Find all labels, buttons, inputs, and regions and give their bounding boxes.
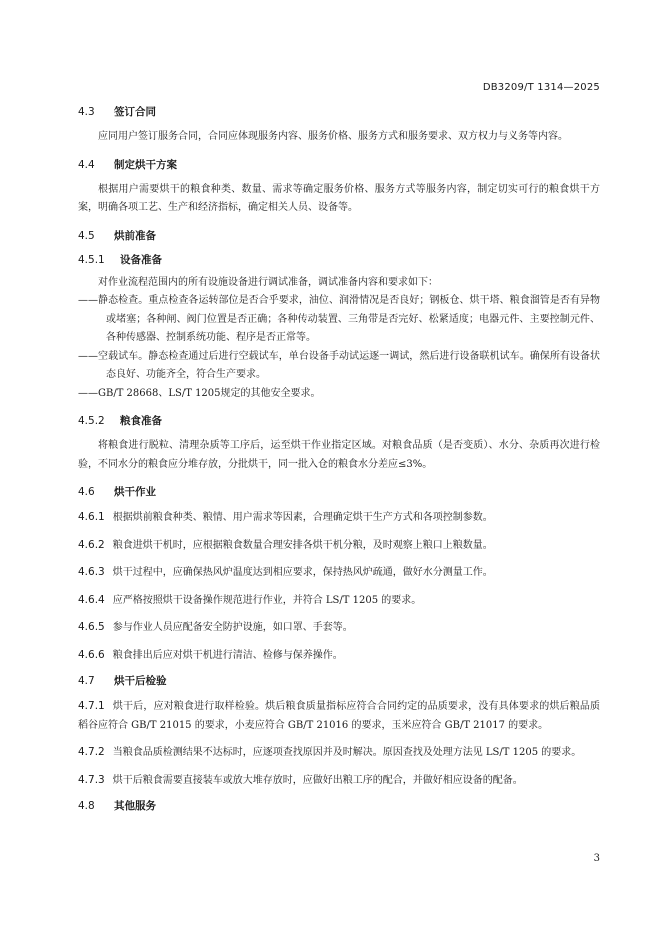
- clause-text: 粮食进烘干机时，应根据粮食数量合理安排各烘干机分粮，及时观察上粮口上粮数量。: [112, 539, 493, 551]
- clause-4-6-6: [78, 646, 600, 666]
- clause-number: 4.6.4: [78, 593, 105, 606]
- heading-4-7: [78, 673, 600, 689]
- clause-number: 4.7.3: [78, 773, 105, 786]
- paragraph-4-5-2: 将粮食进行脱粒、清理杂质等工序后，运至烘干作业指定区域。对粮食品质（是否变质）、水分、杂质再次进行检验，不同水分的粮食应分堆存放，分批烘干，同一批入仓的粮食水分差应≤3%。: [78, 440, 600, 470]
- clause-text: 粮食排出后应对烘干机进行清洁、检修与保养操作。: [112, 649, 343, 661]
- page-number: 3: [593, 853, 600, 864]
- heading-title: 其他服务: [114, 800, 156, 812]
- heading-4-3: [78, 104, 600, 120]
- heading-number: 4.7: [78, 675, 95, 687]
- clause-4-6-3: [78, 563, 600, 583]
- heading-4-8: [78, 798, 600, 814]
- clause-number: 4.7.2: [78, 746, 105, 758]
- clause-number: 4.6.1: [78, 511, 105, 523]
- clause-number: 4.6.6: [78, 648, 105, 661]
- clause-4-7-2: [78, 743, 600, 763]
- clause-4-6-4: [78, 591, 600, 611]
- heading-title: 设备准备: [120, 253, 162, 266]
- heading-title: 制定烘干方案: [114, 158, 177, 171]
- clause-text: 烘干后，应对粮食进行取样检验。烘后粮食质量指标应符合合同约定的品质要求，没有具体要求的烘后粮品质稻谷应符合 GB/T 21015 的要求，小麦应符合 GB/T 21016 的要求，玉米应符合 GB/T 21017 的要求。: [78, 701, 600, 731]
- clause-number: 4.7.1: [78, 700, 105, 712]
- heading-number: 4.3: [78, 106, 95, 118]
- paragraph-4-3: 应同用户签订服务合同，合同应体现服务内容、服务价格、服务方式和服务要求、双方权力与义务等内容。: [98, 131, 568, 142]
- paragraph-4-5-1-intro: 对作业流程范围内的所有设施设备进行调试准备，调试准备内容和要求如下：: [98, 276, 438, 288]
- list-item-idle-test: ——空载试车。静态检查通过后进行空载试车，单台设备手动试运逐一调试，然后进行设备联机试车。确保所有设备状态良好、功能齐全，符合生产要求。: [78, 350, 600, 380]
- clause-text: 烘干过程中，应确保热风炉温度达到相应要求，保持热风炉疏通，做好水分测量工作。: [112, 567, 493, 578]
- document-code: DB3209/T 1314—2025: [482, 82, 600, 93]
- heading-number: 4.8: [78, 800, 95, 812]
- heading-4-5-1: [78, 252, 600, 268]
- clause-4-7-3: [78, 771, 600, 791]
- clause-number: 4.6.5: [78, 621, 105, 633]
- document-body: [78, 104, 600, 814]
- heading-number: 4.5.1: [78, 253, 105, 266]
- clause-4-6-1: [78, 508, 600, 528]
- clause-number: 4.6.2: [78, 538, 105, 551]
- clause-text: 当粮食品质检测结果不达标时，应逐项查找原因并及时解决。原因查找及处理方法见 LS/T 1205 的要求。: [112, 747, 582, 758]
- heading-title: 烘前准备: [114, 229, 156, 242]
- list-item-static-check: ——静态检查。重点检查各运转部位是否合乎要求，油位、润滑情况是否良好；钢板仓、烘干塔、粮食溜管是否有异物或堵塞；各种闸、阀门位置是否正确；各种传动装置、三角带是否完好、松紧适度；电器元件、主要控制元件、各种传感器、控制系统功能、程序是否正常等。: [78, 295, 600, 343]
- heading-number: 4.4: [78, 158, 95, 171]
- heading-number: 4.6: [78, 486, 95, 498]
- clause-text: 根据烘前粮食种类、粮情、用户需求等因素，合理确定烘干生产方式和各项控制参数。: [112, 512, 493, 523]
- heading-4-6: [78, 484, 600, 500]
- heading-title: 粮食准备: [120, 415, 162, 427]
- list-item-safety: ——GB/T 28668、LS/T 1205规定的其他安全要求。: [78, 387, 321, 399]
- clause-4-6-5: [78, 618, 600, 638]
- heading-4-5: [78, 228, 600, 244]
- heading-title: 签订合同: [114, 106, 156, 118]
- heading-number: 4.5: [78, 229, 95, 242]
- clause-text: 烘干后粮食需要直接装车或放大堆存放时，应做好出粮工序的配合，并做好相应设备的配备。: [112, 774, 523, 786]
- heading-number: 4.5.2: [78, 415, 105, 427]
- clause-text: 参与作业人员应配备安全防护设施，如口罩、手套等。: [112, 622, 353, 633]
- paragraph-4-4: 根据用户需要烘干的粮食种类、数量、需求等确定服务价格、服务方式等服务内容，制定切实可行的粮食烘干方案，明确各项工艺、生产和经济指标，确定相关人员、设备等。: [78, 183, 600, 213]
- clause-text: 应严格按照烘干设备操作规范进行作业，并符合 LS/T 1205 的要求。: [112, 594, 422, 606]
- heading-title: 烘干后检验: [114, 675, 167, 687]
- heading-title: 烘干作业: [114, 486, 156, 498]
- heading-4-4: [78, 157, 600, 173]
- clause-4-7-1: [78, 697, 600, 735]
- heading-4-5-2: [78, 413, 600, 429]
- clause-number: 4.6.3: [78, 566, 105, 578]
- clause-4-6-2: [78, 536, 600, 556]
